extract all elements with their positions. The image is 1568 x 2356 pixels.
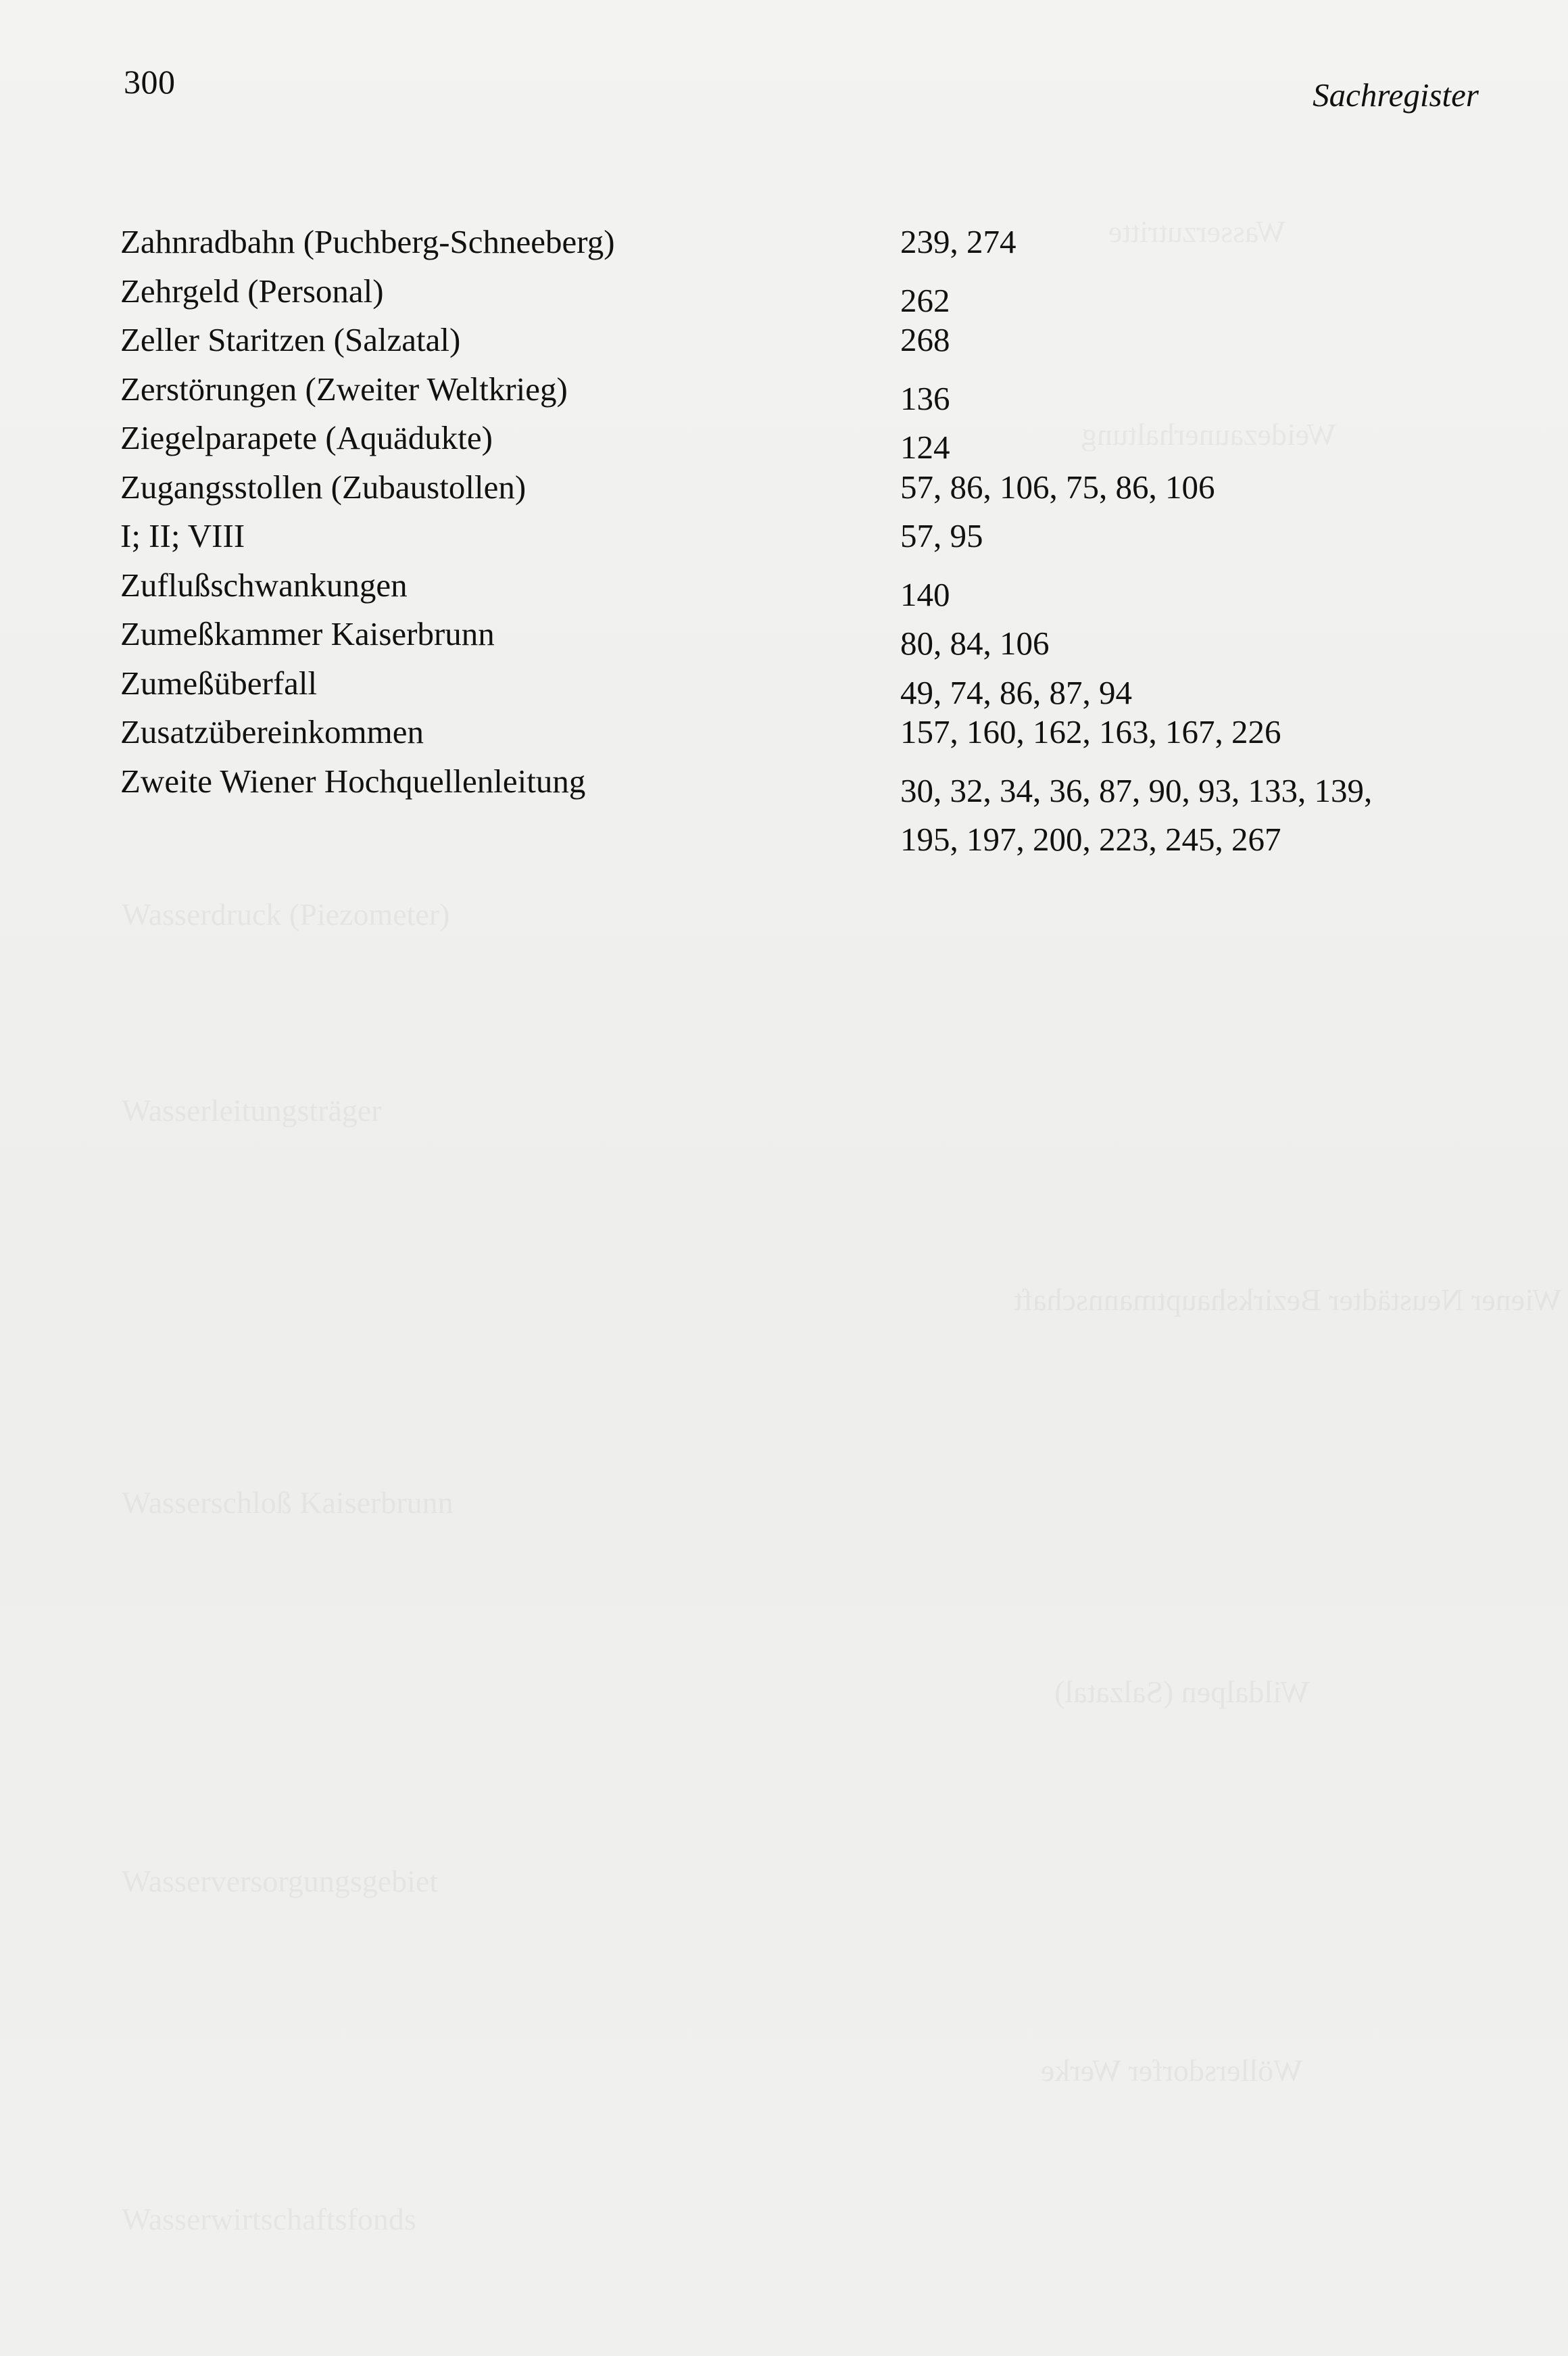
index-entry [120,267,1492,319]
show-through-text [122,1866,438,1897]
index-term: I; II; VIII [120,517,245,554]
index-entry [120,316,1492,365]
index-pages: 268 [900,321,950,358]
index-pages: 80, 84, 106 [900,625,1050,662]
page-number: 300 [124,63,176,101]
index-entry [120,659,1492,711]
index-list [120,218,1492,858]
index-pages: 124 [900,429,950,466]
index-term: Zumeßüberfall [120,664,318,702]
index-entry [120,414,1492,466]
index-term: Zuflußschwankungen [120,566,408,604]
index-term: Ziegelparapete (Aquädukte) [120,419,493,456]
index-term: Zeller Staritzen (Salzatal) [120,321,461,358]
index-pages: 262 [900,281,950,319]
index-entry [120,218,1492,267]
index-pages: 136 [900,379,950,417]
index-pages: 239, 274 [900,223,1016,260]
show-through-text [122,1487,454,1518]
index-term: Zerstörungen (Zweiter Weltkrieg) [120,370,568,408]
index-pages: 57, 95 [900,517,983,554]
index-pages: 49, 74, 86, 87, 94 [900,673,1132,711]
show-through-text [1054,1677,1309,1708]
show-through-text [122,2204,416,2235]
index-entry [120,708,1492,757]
index-term: Zumeßkammer Kaiserbrunn [120,615,495,652]
index-pages [900,767,1372,864]
show-through-text [1041,2055,1303,2086]
index-term: Zehrgeld (Personal) [120,272,384,310]
index-pages: 157, 160, 162, 163, 167, 226 [900,713,1281,750]
index-term: Zahnradbahn (Puchberg-Schneeberg) [120,223,615,260]
index-term: Zweite Wiener Hochquellenleitung [120,762,586,800]
index-pages-line: 30, 32, 34, 36, 87, 90, 93, 133, 139, [900,771,1373,809]
index-entry [120,463,1492,512]
index-entry [120,512,1492,561]
index-entry [120,365,1492,417]
index-entry [120,561,1492,613]
index-pages-line: 195, 197, 200, 223, 245, 267 [900,820,1281,858]
index-pages: 140 [900,575,950,613]
running-head: Sachregister [1313,76,1479,114]
show-through-text [122,1095,382,1126]
index-entry [120,610,1492,662]
show-through-text [1014,1284,1562,1316]
index-term: Zusatzübereinkommen [120,713,424,750]
show-through-text [122,899,449,930]
index-term: Zugangsstollen (Zubaustollen) [120,468,526,506]
index-pages: 57, 86, 106, 75, 86, 106 [900,468,1215,506]
index-entry [120,757,1492,858]
